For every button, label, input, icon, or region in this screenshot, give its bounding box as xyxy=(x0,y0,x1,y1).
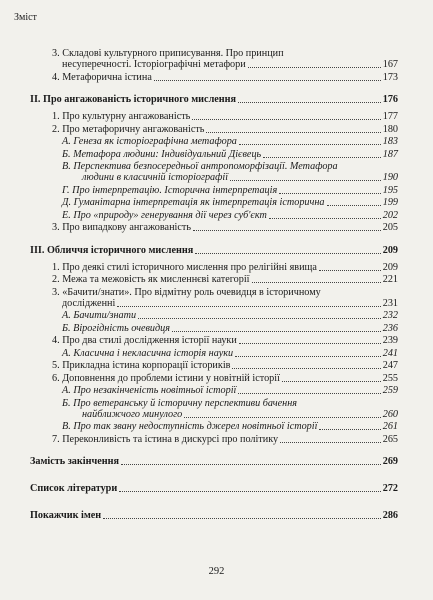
toc-entry-title: найближчого минулого xyxy=(82,408,183,420)
toc-entry[interactable] xyxy=(62,421,398,432)
toc-page-number: 265 xyxy=(382,433,398,445)
toc-page-number: 261 xyxy=(382,421,398,432)
toc-page-number: 209 xyxy=(382,261,398,273)
toc-entry-title-line: Б. Про ветеранську й історичну перспективи бачення xyxy=(62,397,298,409)
toc-page-number: 260 xyxy=(382,408,398,420)
toc-entry-title: 4. Метафорична істина xyxy=(52,71,152,83)
page-number: 292 xyxy=(208,566,225,577)
dot-leader xyxy=(269,218,381,219)
toc-entry-title: людини в класичній історіографії xyxy=(82,172,229,183)
dot-leader xyxy=(172,331,381,332)
dot-leader xyxy=(138,318,381,319)
toc-entry[interactable] xyxy=(82,172,398,183)
dot-leader xyxy=(206,132,380,133)
toc-entry-title: 6. Доповнення до проблеми істини у новітній історії xyxy=(52,372,280,384)
toc-entry[interactable] xyxy=(62,59,398,70)
toc-entry[interactable] xyxy=(62,323,398,334)
toc-entry[interactable] xyxy=(30,245,398,256)
dot-leader xyxy=(230,180,381,181)
dot-leader xyxy=(248,67,381,68)
dot-leader xyxy=(239,144,381,145)
dot-leader xyxy=(184,417,381,418)
toc-entry[interactable] xyxy=(62,197,398,208)
dot-leader xyxy=(279,193,381,194)
toc-entry-title: 3. Про випадкову ангажованість xyxy=(52,222,191,233)
toc-page-number: 167 xyxy=(382,59,398,70)
toc-page-number: 239 xyxy=(382,335,398,346)
running-head: Зміст xyxy=(14,12,37,23)
dot-leader xyxy=(282,381,381,382)
toc-page-number: 173 xyxy=(382,71,398,83)
toc-page-number: 286 xyxy=(382,510,398,521)
toc-entry[interactable] xyxy=(62,136,398,147)
toc-entry-title: 4. Про два стилі дослідження історії науки xyxy=(52,335,237,346)
toc-entry-title: II. Про ангажованість історичного мислення xyxy=(30,94,237,105)
toc-entry-title: Замість закінчення xyxy=(30,456,119,467)
toc-page-number: 232 xyxy=(382,310,398,321)
toc-entry[interactable] xyxy=(52,262,398,273)
toc-entry-title: Е. Про «природу» генерування дії через суб'єкт xyxy=(62,209,267,221)
dot-leader xyxy=(319,429,380,430)
toc-entry-title: III. Обличчя історичного мислення xyxy=(30,244,194,256)
toc-entry[interactable] xyxy=(62,185,398,196)
dot-leader xyxy=(193,230,381,231)
dot-leader xyxy=(121,464,381,465)
dot-leader xyxy=(327,205,381,206)
toc-entry[interactable] xyxy=(62,298,398,309)
toc-entry-title: дослідженні xyxy=(62,297,116,309)
dot-leader xyxy=(103,518,381,519)
toc-page-number: 176 xyxy=(382,94,398,105)
toc-page-number: 187 xyxy=(382,148,398,160)
dot-leader xyxy=(319,270,381,271)
toc-page-number: 247 xyxy=(382,360,398,371)
toc-entry[interactable] xyxy=(30,94,398,105)
dot-leader xyxy=(192,119,380,120)
toc-entry[interactable] xyxy=(62,310,398,321)
toc-page-number: 190 xyxy=(382,172,398,183)
dot-leader xyxy=(154,80,381,81)
toc-page-number: 231 xyxy=(382,297,398,309)
toc-entry[interactable] xyxy=(52,274,398,285)
dot-leader xyxy=(238,102,381,103)
toc-entry[interactable] xyxy=(82,409,398,420)
toc-entry-title: А. Класична і некласична історія науки xyxy=(62,347,234,359)
toc-entry[interactable] xyxy=(30,510,398,521)
toc-entry[interactable] xyxy=(62,348,398,359)
dot-leader xyxy=(232,368,380,369)
dot-leader xyxy=(280,442,381,443)
toc-page-number: 195 xyxy=(382,184,398,196)
dot-leader xyxy=(119,491,381,492)
toc-entry-title: Г. Про інтерпретацію. Історична інтерпретація xyxy=(62,184,278,196)
toc-page-number: 269 xyxy=(382,456,398,467)
toc-page-number: 236 xyxy=(382,322,398,334)
toc-entry-title: несуперечності. Історіографічні метафори xyxy=(62,59,246,70)
toc-entry[interactable] xyxy=(62,385,398,396)
toc-entry-title: Покажчик імен xyxy=(30,510,102,521)
toc-entry-title: В. Про так звану недоступність джерел новітньої історії xyxy=(62,421,318,432)
toc-entry[interactable] xyxy=(30,456,398,467)
toc-entry[interactable] xyxy=(52,360,398,371)
dot-leader xyxy=(252,282,381,283)
toc-entry[interactable] xyxy=(52,373,398,384)
toc-page-number: 209 xyxy=(382,244,398,256)
toc-entry[interactable] xyxy=(52,335,398,346)
toc-entry[interactable] xyxy=(62,210,398,221)
dot-leader xyxy=(117,306,380,307)
toc-page-number: 255 xyxy=(382,372,398,384)
toc-entry-title: 1. Про деякі стилі історичного мислення про релігійні явища xyxy=(52,261,317,273)
toc-entry[interactable] xyxy=(30,483,398,494)
toc-entry[interactable] xyxy=(52,222,398,233)
toc-entry-title: Д. Гуманітарна інтерпретація як інтерпретація історична xyxy=(62,197,325,208)
toc-page-number: 180 xyxy=(382,123,398,135)
toc-entry-title: А. Генеза як історіографічна метафора xyxy=(62,136,237,147)
dot-leader xyxy=(238,393,380,394)
toc-entry-title: Б. Вірогідність очевидця xyxy=(62,322,170,334)
toc-entry-title: А. Про незакінченість новітньої історії xyxy=(62,385,237,396)
toc-entry-title: Список літератури xyxy=(30,483,118,494)
dot-leader xyxy=(263,157,381,158)
toc-page-number: 241 xyxy=(382,347,398,359)
toc-entry-title: А. Бачити/знати xyxy=(62,310,137,321)
toc-entry[interactable] xyxy=(52,124,398,135)
dot-leader xyxy=(195,253,380,254)
toc-entry-title-line: 3. Складові культурного приписування. Про принцип xyxy=(52,48,284,59)
toc-page-number: 259 xyxy=(382,385,398,396)
toc-entry-title: 2. Межа та межовість як мисленнєві категорії xyxy=(52,274,250,285)
toc-entry-title-line: 3. «Бачити/знати». Про відмітну роль очевидця в історичному xyxy=(52,286,321,298)
toc-page-number: 177 xyxy=(382,111,398,122)
toc-entry[interactable] xyxy=(52,111,398,122)
toc-entry[interactable] xyxy=(62,149,398,160)
toc-entry-title: Б. Метафора людини: Індивідуальний Дієвець xyxy=(62,148,262,160)
toc-page-number: 205 xyxy=(382,222,398,233)
toc-entry-title: 2. Про метафоричну ангажованість xyxy=(52,123,205,135)
toc-page-number: 199 xyxy=(382,197,398,208)
toc-entry[interactable] xyxy=(52,72,398,83)
toc-page-number: 202 xyxy=(382,209,398,221)
toc-entry[interactable] xyxy=(52,434,398,445)
dot-leader xyxy=(239,343,381,344)
toc-entry-title: 1. Про культурну ангажованість xyxy=(52,111,191,122)
toc-entry-title: 7. Переконливість та істина в дискурсі про політику xyxy=(52,433,279,445)
dot-leader xyxy=(235,356,381,357)
toc-entry-title-line: В. Перспектива безпосередньої антропоморфізації. Метафора xyxy=(62,161,338,172)
toc-entry-title: 5. Прикладна істина корпорації істориків xyxy=(52,360,231,371)
toc-page-number: 183 xyxy=(382,136,398,147)
toc-page-number: 221 xyxy=(382,274,398,285)
toc-page-number: 272 xyxy=(382,483,398,494)
